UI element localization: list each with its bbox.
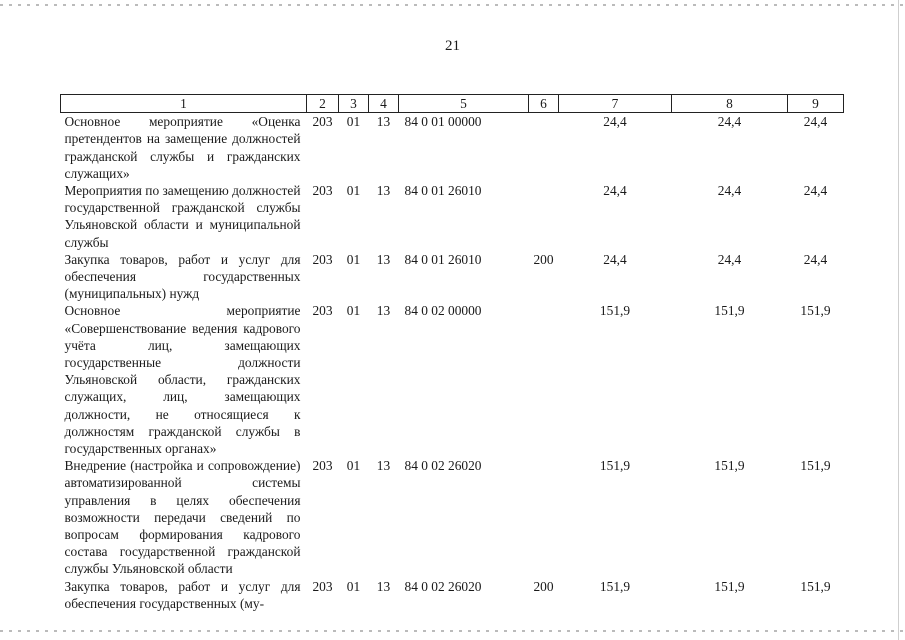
page-number: 21 <box>445 38 460 54</box>
cell-col-5: 84 0 02 00000 <box>404 303 482 319</box>
cell-col-8: 151,9 <box>714 303 745 319</box>
table-row <box>61 113 844 182</box>
cell-col-2: 203 <box>312 458 333 474</box>
header-row <box>61 95 844 113</box>
row-name: Основное мероприятие «Оценка претендентов на замещение должностей гражданской службы и гражданских служащих» <box>64 114 301 181</box>
cell-col-2: 203 <box>312 183 333 199</box>
cell-col-5: 84 0 02 26020 <box>404 578 482 594</box>
header-col-2: 2 <box>307 95 339 113</box>
cell-col-4: 13 <box>376 114 391 130</box>
cell-col-4: 13 <box>376 458 391 474</box>
cell-col-9: 151,9 <box>800 303 831 319</box>
cell-col-5: 84 0 01 00000 <box>404 114 482 130</box>
header-col-3: 3 <box>339 95 369 113</box>
row-name: Основное мероприятие «Совершенствование ведения кадрового учёта лиц, замещающих государственные должности Ульяновской области, гражданских служащих, лиц, замещающих должности, не относящиеся к должностям гражданской службы в государственных органах» <box>64 303 301 457</box>
cell-col-6 <box>529 457 559 577</box>
table-row <box>61 182 844 251</box>
cell-col-2: 203 <box>312 114 333 130</box>
cell-col-3: 01 <box>346 251 361 267</box>
cell-col-2: 203 <box>312 251 333 267</box>
cell-col-6: 200 <box>533 578 554 594</box>
row-name: Внедрение (настройка и сопровождение) автоматизированной системы управления в целях обеспечения возможности передачи сведений по вопросам формирования кадрового состава государственной гражданской службы Ульяновской области <box>64 458 301 577</box>
cell-col-7: 151,9 <box>599 578 631 594</box>
cell-col-7: 24,4 <box>603 251 627 267</box>
scan-bottom-edge <box>0 630 905 632</box>
cell-col-8: 151,9 <box>714 458 745 474</box>
scan-right-edge <box>898 0 899 640</box>
header-col-1: 1 <box>61 95 307 113</box>
cell-col-3: 01 <box>346 303 361 319</box>
cell-col-6 <box>529 113 559 182</box>
table-row <box>61 457 844 577</box>
table-row <box>61 302 844 457</box>
header-col-9: 9 <box>788 95 844 113</box>
cell-col-8: 24,4 <box>717 251 742 267</box>
cell-col-2: 203 <box>312 303 333 319</box>
cell-col-3: 01 <box>346 578 361 594</box>
cell-col-4: 13 <box>376 578 391 594</box>
cell-col-8: 24,4 <box>717 114 742 130</box>
cell-col-2: 203 <box>312 578 333 594</box>
header-col-8: 8 <box>672 95 788 113</box>
table-row <box>61 578 844 612</box>
cell-col-3: 01 <box>346 114 361 130</box>
cell-col-3: 01 <box>346 183 361 199</box>
header-col-6: 6 <box>529 95 559 113</box>
cell-col-7: 24,4 <box>603 114 627 130</box>
cell-col-4: 13 <box>376 183 391 199</box>
row-name: Мероприятия по замещению должностей государственной гражданской службы Ульяновской области и муниципальной службы <box>64 183 301 250</box>
cell-col-5: 84 0 02 26020 <box>404 458 482 474</box>
cell-col-9: 151,9 <box>800 578 831 594</box>
cell-col-4: 13 <box>376 303 391 319</box>
cell-col-3: 01 <box>346 458 361 474</box>
cell-col-9: 151,9 <box>800 458 831 474</box>
scan-top-edge <box>0 4 905 6</box>
header-col-4: 4 <box>369 95 399 113</box>
cell-col-9: 24,4 <box>803 251 828 267</box>
cell-col-7: 151,9 <box>599 458 631 474</box>
cell-col-9: 24,4 <box>803 114 828 130</box>
cell-col-7: 24,4 <box>603 183 627 199</box>
cell-col-8: 151,9 <box>714 578 745 594</box>
table-row <box>61 251 844 303</box>
header-col-5: 5 <box>399 95 529 113</box>
cell-col-8: 24,4 <box>717 183 742 199</box>
header-col-7: 7 <box>559 95 672 113</box>
cell-col-7: 151,9 <box>599 303 631 319</box>
cell-col-5: 84 0 01 26010 <box>404 183 482 199</box>
cell-col-4: 13 <box>376 251 391 267</box>
cell-col-6: 200 <box>533 251 554 267</box>
cell-col-5: 84 0 01 26010 <box>404 251 482 267</box>
cell-col-6 <box>529 302 559 457</box>
row-name: Закупка товаров, работ и услуг для обеспечения государственных (муниципальных) нужд <box>64 251 301 302</box>
row-name: Закупка товаров, работ и услуг для обеспечения государственных (му- <box>64 578 301 611</box>
cell-col-9: 24,4 <box>803 183 828 199</box>
budget-table <box>60 94 844 612</box>
cell-col-6 <box>529 182 559 251</box>
